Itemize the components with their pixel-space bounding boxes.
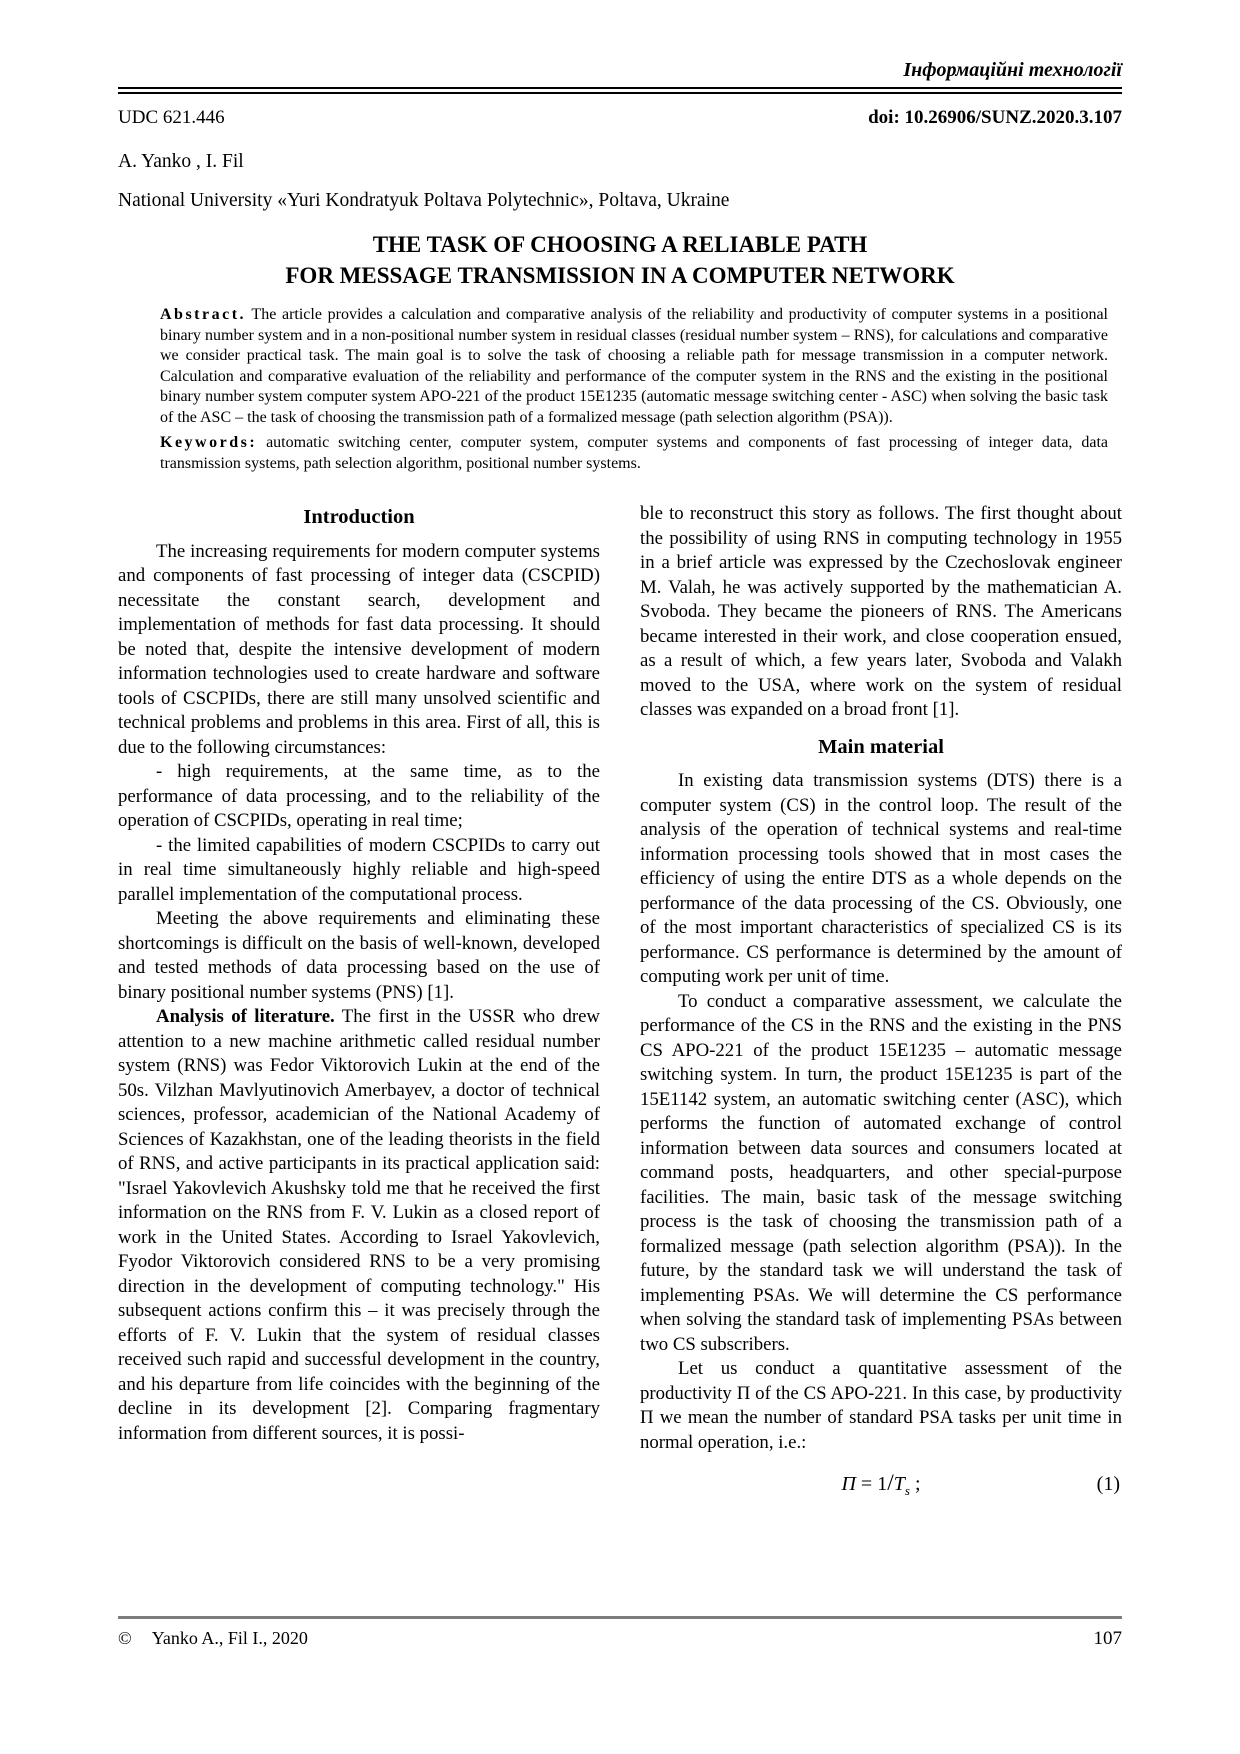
variable-t: T xyxy=(893,1473,905,1495)
affiliation-line: National University «Yuri Kondratyuk Poltava Polytechnic», Poltava, Ukraine xyxy=(118,190,730,211)
header-double-rule xyxy=(118,87,1122,94)
pi-symbol: Π xyxy=(841,1473,856,1495)
list-item: - high requirements, at the same time, as to the performance of data processing, and to the reliability of the operation of CSCPIDs, operating in real time; xyxy=(118,761,600,831)
fraction-slash: / xyxy=(887,1470,894,1496)
copyright-symbol: © xyxy=(118,1628,132,1648)
section-heading-main-material: Main material xyxy=(818,735,944,758)
abstract-text: The article provides a calculation and comparative analysis of the reliability and productivity of computer systems in a positional binary number system and in a non-positional number system in residual classes (residual number system – RNS), for calculations and comparative we consider practical task. The main goal is to solve the task of choosing a reliable path for message transmission in a computer network. Calculation and comparative evaluation of the reliability and performance of the computer system in the RNS and the existing in the positional binary number system computer system APO-221 of the product 15E1235 (automatic message switching center - ASC) when solving the basic task of the ASC – the task of choosing the transmission path of a formalized message (path selection algorithm (PSA)). xyxy=(160,306,1108,426)
footer-rule xyxy=(118,1616,1122,1619)
keywords xyxy=(160,433,1108,474)
footer-line xyxy=(118,1628,1122,1650)
subscript-s: s xyxy=(904,1483,910,1498)
abstract xyxy=(160,305,1108,428)
udc-doi-row xyxy=(118,107,1122,129)
paragraph: Let us conduct a quantitative assessment of the productivity Π of the CS APO-221. In this case, by productivity Π we mean the number of standard PSA tasks per unit time in normal operation, i.e.: xyxy=(640,1358,1122,1453)
paper-title-line2: FOR MESSAGE TRANSMISSION IN A COMPUTER NETWORK xyxy=(285,263,955,288)
paragraph: ble to reconstruct this story as follows. The first thought about the possibility of using RNS in computing technology in 1955 in a brief article was expressed by the Czechoslovak engineer M. Valah, he was actively supported by the mathematician A. Svoboda. They became the pioneers of RNS. The Americans became interested in their work, and close cooperation ensued, as a result of which, a few years later, Svoboda and Valakh moved to the USA, where work on the system of residual classes was expanded on a broad front [1]. xyxy=(640,503,1122,720)
paragraph-lead: Analysis of literature. xyxy=(156,1006,335,1027)
left-column xyxy=(118,502,600,1564)
semicolon: ; xyxy=(909,1473,921,1495)
udc-code: UDC 621.446 xyxy=(118,107,225,128)
authors-line: A. Yanko , I. Fil xyxy=(118,151,244,172)
two-column-body xyxy=(118,502,1122,1564)
abstract-label: Abstract. xyxy=(160,306,247,323)
keywords-label: Keywords: xyxy=(160,434,258,451)
equals-one: = 1 xyxy=(855,1473,888,1495)
paragraph-analysis-of-literature xyxy=(118,1005,600,1446)
journal-name: Інформаційні технології xyxy=(903,59,1122,81)
paragraph: To conduct a comparative assessment, we calculate the performance of the CS in the RNS and the existing in the PNS CS APO-221 of the product 15E1235 – automatic message switching system. In turn, the product 15E1235 is part of the 15E1142 system, an automatic switching center (ASC), which performs the function of automated exchange of control information between data sources and consumers located at command posts, headquarters, and other special-purpose facilities. The main, basic task of the message switching process is the task of choosing the transmission path of a formalized message (path selection algorithm (PSA)). In the future, by the standard task we will understand the task of implementing PSAs. We will determine the CS performance when solving the standard task of implementing PSAs between two CS subscribers. xyxy=(640,990,1122,1355)
equation-number: (1) xyxy=(1096,1473,1120,1495)
paragraph: Meeting the above requirements and eliminating these shortcomings is difficult on the basis of well-known, developed and tested methods of data processing based on the use of binary positional number systems (PNS) [1]. xyxy=(118,908,600,1003)
keywords-text: automatic switching center, computer system, computer systems and components of fast processing of integer data, data transmission systems, path selection algorithm, positional number systems. xyxy=(160,434,1108,472)
paper-title-line1: THE TASK OF CHOOSING A RELIABLE PATH xyxy=(372,232,868,257)
list-item: - the limited capabilities of modern CSCPIDs to carry out in real time simultaneously highly reliable and high-speed parallel implementation of the computational process. xyxy=(118,834,600,905)
section-heading-introduction: Introduction xyxy=(303,506,415,528)
copyright-text: Yanko A., Fil I., 2020 xyxy=(151,1628,308,1648)
copyright xyxy=(118,1628,308,1649)
page-footer xyxy=(118,1616,1122,1650)
right-column xyxy=(640,502,1122,1564)
equation-1 xyxy=(640,1471,1122,1504)
paragraph-text: The first in the USSR who drew attention to a new machine arithmetic called residual number system (RNS) was Fedor Viktorovich Lukin at the end of the 50s. Vilzhan Mavlyutinovich Amerbayev, a doctor of technical sciences, professor, academician of the National Academy of Sciences of Kazakhstan, one of the leading theorists in the field of RNS, and active participants in its practical application said: "Israel Yakovlevich Akushsky told me that he received the first information on the RNS from F. V. Lukin as a closed report of work in the United States. According to Israel Yakovlevich, Fyodor Viktorovich considered RNS to be a very promising direction in the development of computing technology." His subsequent actions confirm this – it was precisely through the efforts of F. V. Lukin that the system of residual classes received such rapid and successful development in the country, and his departure from life coincides with the beginning of the decline in its development [2]. Comparing fragmentary information from different sources, it is possi- xyxy=(118,1006,600,1444)
doi-label: doi: 10.26906/SUNZ.2020.3.107 xyxy=(868,107,1122,128)
equation-body xyxy=(841,1470,921,1498)
paper-title xyxy=(118,229,1122,291)
paragraph: In existing data transmission systems (DTS) there is a computer system (CS) in the control loop. The result of the analysis of the operation of technical systems and real-time information processing tools showed that in most cases the efficiency of using the entire DTS as a whole depends on the performance of the data processing of the CS. Obviously, one of the most important characteristics of specialized CS is its performance. CS performance is determined by the amount of computing work per unit of time. xyxy=(640,770,1122,987)
paragraph: The increasing requirements for modern computer systems and components of fast processing of integer data (CSCPID) necessitate the constant search, development and implementation of methods for fast data processing. It should be noted that, despite the intensive development of modern information technologies used to create hardware and software tools of CSCPIDs, there are still many unsolved scientific and technical problems and problems in this area. First of all, this is due to the following circumstances: xyxy=(118,540,600,758)
page-number: 107 xyxy=(1093,1628,1122,1649)
